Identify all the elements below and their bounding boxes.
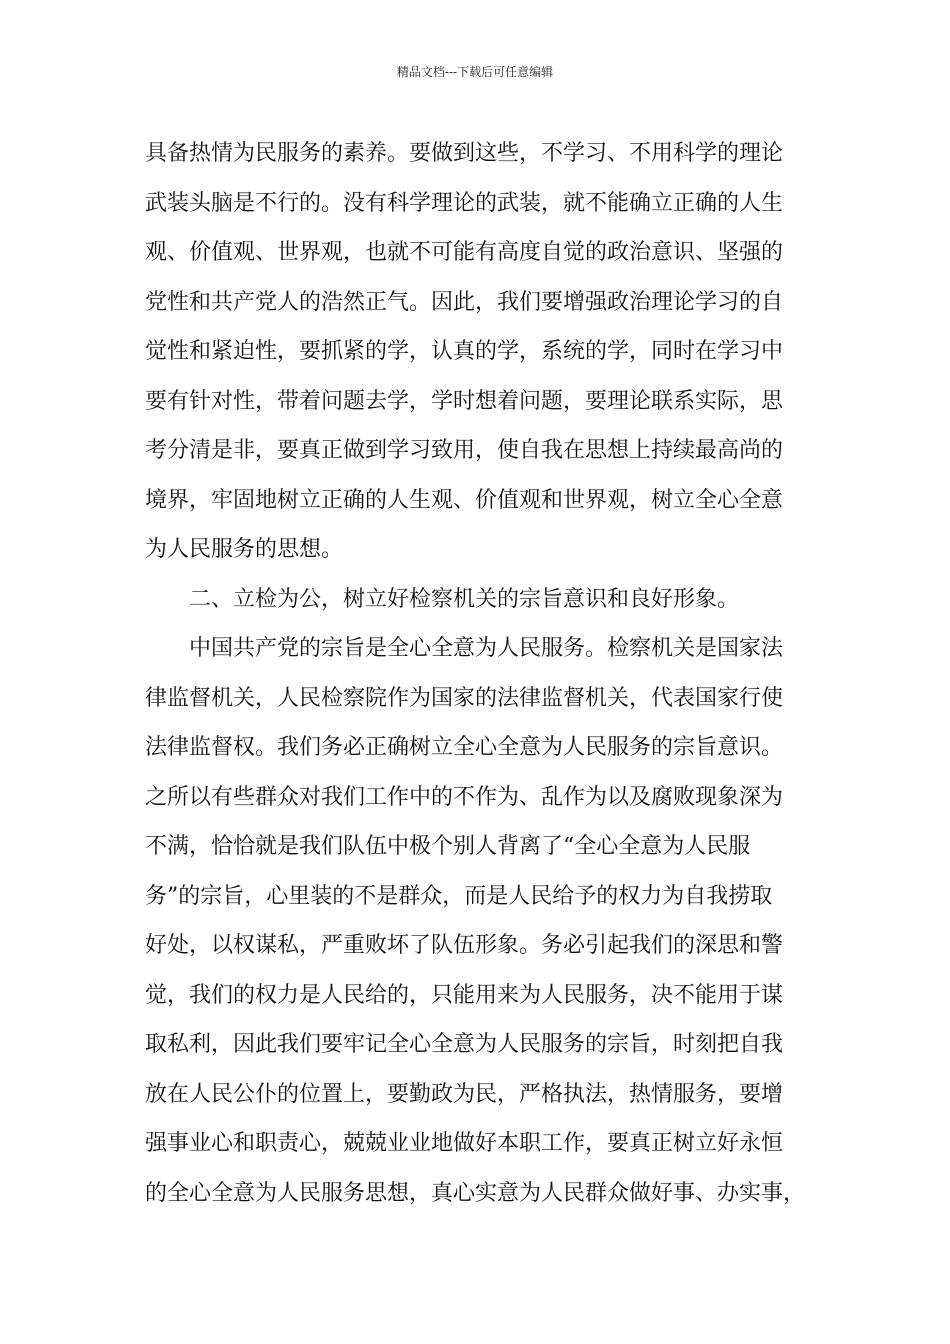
body-line: 强事业心和职责心，兢兢业业地做好本职工作，要真正树立好永恒 [145, 1131, 784, 1156]
body-line: 观、价值观、世界观，也就不可能有高度自觉的政治意识、坚强的 [145, 240, 784, 265]
body-line: 之所以有些群众对我们工作中的不作为、乱作为以及腐败现象深为 [145, 784, 784, 810]
section-heading: 二、立检为公，树立好检察机关的宗旨意识和良好形象。 [189, 586, 740, 612]
body-line: 务”的宗旨，心里装的不是群众，而是人民给予的权力为自我捞取 [145, 883, 773, 909]
page-header: 精品文档---下载后可任意编辑 [396, 65, 554, 79]
body-line: 党性和共产党人的浩然正气。因此，我们要增强政治理论学习的自 [145, 289, 784, 315]
body-line: 不满，恰恰就是我们队伍中极个别人背离了“全心全意为人民服 [145, 834, 751, 859]
body-line: 为人民服务的思想。 [145, 537, 344, 562]
body-line: 觉，我们的权力是人民给的，只能用来为人民服务，决不能用于谋 [145, 982, 784, 1008]
body-line: 境界，牢固地树立正确的人生观、价值观和世界观，树立全心全意 [145, 487, 784, 513]
body-line: 法律监督权。我们务必正确树立全心全意为人民服务的宗旨意识。 [145, 735, 784, 760]
body-line: 考分清是非，要真正做到学习致用，使自我在思想上持续最高尚的 [145, 438, 784, 463]
body-line: 武装头脑是不行的。没有科学理论的武装，就不能确立正确的人生 [145, 190, 784, 216]
body-line: 放在人民公仆的位置上，要勤政为民，严格执法，热情服务，要增 [145, 1081, 784, 1107]
body-line: 好处，以权谋私，严重败坏了队伍形象。务必引起我们的深思和警 [145, 933, 784, 958]
body-line: 的全心全意为人民服务思想，真心实意为人民群众做好事、办实事， [145, 1180, 806, 1206]
document-body [145, 129, 810, 1218]
paragraph-first-line: 中国共产党的宗旨是全心全意为人民服务。检察机关是国家法 [189, 636, 784, 661]
body-line: 觉性和紧迫性，要抓紧的学，认真的学，系统的学，同时在学习中 [145, 339, 784, 364]
body-line: 取私利，因此我们要牢记全心全意为人民服务的宗旨，时刻把自我 [145, 1032, 784, 1057]
body-line: 具备热情为民服务的素养。要做到这些，不学习、不用科学的理论 [145, 141, 784, 166]
body-line: 要有针对性，带着问题去学，学时想着问题，要理论联系实际，思 [145, 388, 784, 414]
body-line: 律监督机关，人民检察院作为国家的法律监督机关，代表国家行使 [145, 685, 784, 711]
